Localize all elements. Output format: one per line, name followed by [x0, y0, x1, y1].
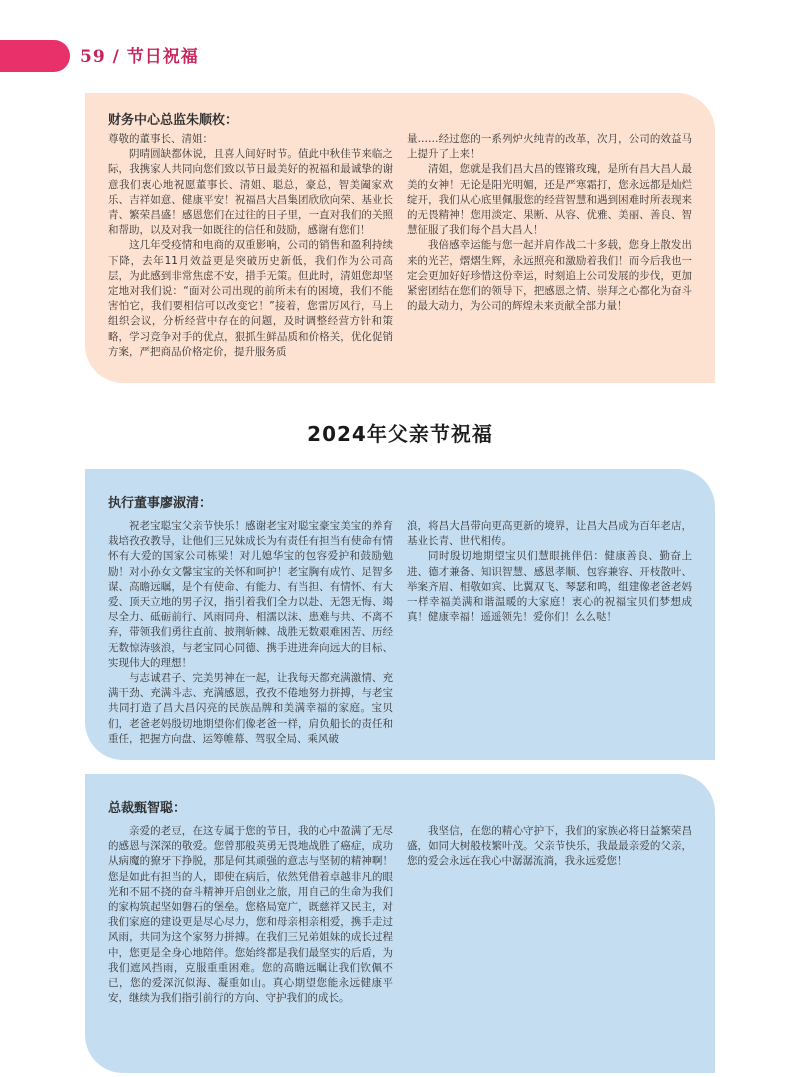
paragraph: 亲爱的老豆，在这专属于您的节日，我的心中盈满了无尽的感恩与深深的敬爱。您曾那般英勇无畏地战胜了癌症，成功从病魔的獠牙下挣脱，那是何其顽强的意志与坚韧的精神啊！您是如此有担当的人，即使在病后，依然凭借着卓越非凡的眼光和不屈不挠的奋斗精神开启创业之旅，用自己的生命为我们的家构筑起坚如磐石的堡垒。您格局宽广，既慈祥又民主，对我们家庭的建设更是尽心尽力，您和母亲相亲相爱，携手走过风雨，共同为这个家努力拼搏。在我们三兄弟姐妹的成长过程中，您更是全身心地陪伴。您始终都是我们最坚实的后盾，为我们遮风挡雨，克服重重困难。您的高瞻远瞩让我们钦佩不已，您的爱深沉似海、凝重如山。真心期望您能永远健康平安，继续为我们指引前行的方向、守护我们的成长。: [108, 825, 393, 1005]
paragraph: 我坚信，在您的精心守护下，我们的家族必将日益繁荣昌盛，如同大树般枝繁叶茂。父亲节快乐，我最最亲爱的父亲，您的爱会永远在我心中潺潺流淌，我永远爱您！: [407, 825, 692, 868]
header-accent-bar: [0, 40, 70, 72]
card-right-column: [407, 132, 692, 314]
card-title: 财务中心总监朱顺枚：: [108, 113, 239, 128]
card-left-column: [108, 519, 393, 747]
paragraph: 我倍感幸运能与您一起并肩作战二十多载，您身上散发出来的光芒，熠熠生辉，永远照亮和激励着我们！而今后我也一定会更加好好珍惜这份幸运，时刻追上公司发展的步伐，更加紧密团结在您们的领导下，把感恩之情、崇拜之心都化为奋斗的最大动力，为公司的辉煌未来贡献全部力量！: [407, 239, 692, 313]
card-left-column: [108, 824, 393, 1006]
card-title: 总裁甄智聪：: [108, 801, 187, 816]
paragraph: 阴晴圆缺都休说，且喜人间好时节。值此中秋佳节来临之际，我携家人共同向您们致以节日最美好的祝福和最诚挚的谢意我们衷心地祝愿董事长、清姐、聪总，豪总，智美阖家欢乐、吉祥如意、健康平安！祝福昌大昌集团欣欣向荣、基业长青、繁荣昌盛！感恩您们在过往的日子里，一直对我们的关照和帮助，以及对我一如既往的信任和鼓励，感谢有您们！: [108, 148, 393, 237]
page-header-label: 59 / 节日祝福: [80, 47, 199, 67]
paragraph: 浪，将昌大昌带向更高更新的境界，让昌大昌成为百年老店，基业长青、世代相传。: [407, 520, 692, 548]
executive-director-card: [85, 469, 715, 760]
section-title: 2024年父亲节祝福: [307, 422, 493, 446]
paragraph: 这几年受疫情和电商的双重影响，公司的销售和盈利持续下降，去年11月效益更是突破历史新低，我们作为公司高层，为此感到非常焦虑不安，措手无策。但此时，清姐您却坚定地对我们说：“面对公司出现的前所未有的困境，我们不能害怕它，我们要相信可以改变它！”接着，您雷厉风行，马上组织会议，分析经营中存在的问题，及时调整经营方针和策略，学习竞争对手的优点，狠抓生鲜品质和价格关，优化促销方案，严把商品价格定价，提升服务质: [108, 239, 393, 358]
card-right-column: [407, 824, 692, 870]
president-card: [85, 774, 715, 1073]
paragraph: 同时殷切地期望宝贝们慧眼挑伴侣：健康善良、勤奋上进、德才兼备、知识智慧、感恩孝顺、包容兼容、开枝散叶、举案齐眉、相敬如宾、比翼双飞、琴瑟和鸣，组建像老爸老妈一样幸福美满和谐温暖的大家庭！衷心的祝福宝贝们梦想成真！健康幸福！遥遥领先！爱你们！么么哒！: [407, 550, 692, 624]
finance-director-card: [85, 93, 715, 383]
paragraph: 尊敬的董事长、清姐：: [108, 133, 213, 145]
paragraph: 量……经过您的一系列炉火纯青的改革，次月，公司的效益马上提升了上来！: [407, 133, 692, 161]
paragraph: 清姐，您就是我们昌大昌的铿锵玫瑰，是所有昌大昌人最美的女神！无论是阳光明媚，还是严寒霜打，您永远都是灿烂绽开，我们从心底里佩服您的经营智慧和遇到困难时所表现来的无畏精神！您用淡定、果断、从容、优雅、美丽、善良、智慧征服了我们每个昌大昌人！: [407, 163, 692, 237]
paragraph: 祝老宝聪宝父亲节快乐！感谢老宝对聪宝豪宝美宝的养育栽培孜孜教导，让他们三兄妹成长为有责任有担当有使命有情怀有大爱的国家公司栋梁！对儿媳华宝的包容爱护和鼓励勉励！对小孙女文馨宝宝的关怀和呵护！老宝胸有成竹、足智多谋、高瞻远瞩，是个有使命、有能力、有当担、有情怀、有大爱、顶天立地的男子汉，指引着我们全力以赴、无怨无悔、竭尽全力、砥砺前行、风雨同舟、相濡以沫、患难与共、不离不弃，带领我们勇往直前、披荆斩棘、战胜无数艰难困苦、历经无数惊涛骇浪，与老宝同心同德、携手进进奔向远大的目标、实现伟大的理想！: [108, 520, 393, 669]
card-right-column: [407, 519, 692, 625]
paragraph: 与志诚君子、完美男神在一起，让我每天都充满激情、充满干劲、充满斗志、充满感恩，孜孜不倦地努力拼搏，与老宝共同打造了昌大昌闪亮的民族品牌和美满幸福的家庭。宝贝们，老爸老妈殷切地期望你们像老爸一样，肩负船长的责任和重任，把握方向盘、运筹帷幕、驾驭全局、乘风破: [108, 672, 393, 745]
card-title: 执行董事廖淑清：: [108, 496, 213, 511]
card-left-column: [108, 132, 393, 360]
